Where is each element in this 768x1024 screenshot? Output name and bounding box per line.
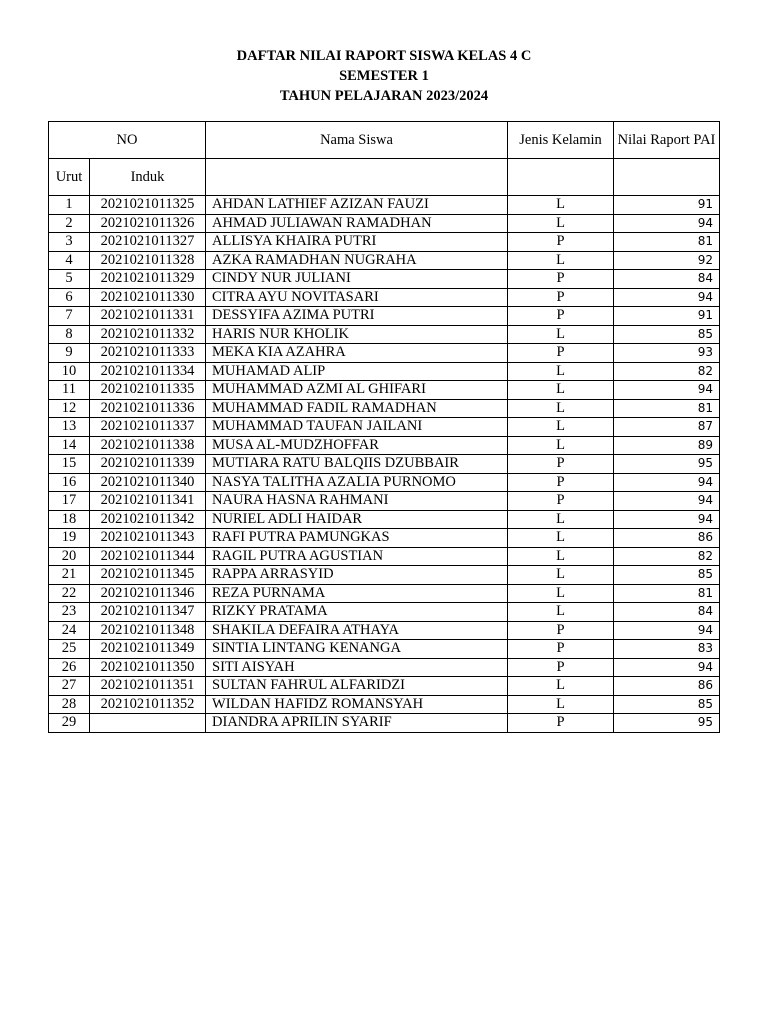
table-row [49,214,720,233]
cell-name: CITRA AYU NOVITASARI [206,288,508,307]
subheader-row [49,159,720,196]
cell-induk: 2021021011331 [90,307,206,326]
cell-no: 29 [49,714,90,733]
cell-no: 7 [49,307,90,326]
title-line-1: DAFTAR NILAI RAPORT SISWA KELAS 4 C [236,48,532,64]
cell-score: 81 [614,584,720,603]
cell-name: SINTIA LINTANG KENANGA [206,640,508,659]
cell-name: SITI AISYAH [206,658,508,677]
table-row [49,621,720,640]
cell-name: DIANDRA APRILIN SYARIF [206,714,508,733]
cell-score: 94 [614,510,720,529]
cell-gender: P [508,344,614,363]
cell-score: 86 [614,529,720,548]
table-row [49,436,720,455]
cell-no: 22 [49,584,90,603]
cell-induk: 2021021011345 [90,566,206,585]
table-row [49,695,720,714]
cell-score: 81 [614,233,720,252]
cell-name: RAFI PUTRA PAMUNGKAS [206,529,508,548]
cell-name: RAGIL PUTRA AGUSTIAN [206,547,508,566]
subheader-empty [614,159,720,196]
cell-induk: 2021021011333 [90,344,206,363]
cell-induk: 2021021011326 [90,214,206,233]
cell-score: 87 [614,418,720,437]
table-row [49,529,720,548]
table-row [49,658,720,677]
cell-name: MUHAMMAD FADIL RAMADHAN [206,399,508,418]
cell-no: 16 [49,473,90,492]
cell-no: 5 [49,270,90,289]
document-title [0,46,768,106]
cell-score: 85 [614,566,720,585]
cell-induk: 2021021011351 [90,677,206,696]
cell-score: 89 [614,436,720,455]
table-row [49,344,720,363]
cell-no: 14 [49,436,90,455]
cell-induk: 2021021011339 [90,455,206,474]
cell-score: 93 [614,344,720,363]
cell-no: 21 [49,566,90,585]
cell-gender: P [508,307,614,326]
cell-score: 91 [614,196,720,215]
cell-gender: P [508,473,614,492]
cell-gender: P [508,640,614,659]
cell-induk: 2021021011341 [90,492,206,511]
cell-gender: L [508,547,614,566]
cell-name: DESSYIFA AZIMA PUTRI [206,307,508,326]
cell-score: 94 [614,492,720,511]
cell-name: SULTAN FAHRUL ALFARIDZI [206,677,508,696]
table-row [49,307,720,326]
cell-score: 86 [614,677,720,696]
table-row [49,418,720,437]
cell-gender: P [508,714,614,733]
cell-induk: 2021021011327 [90,233,206,252]
cell-no: 3 [49,233,90,252]
cell-gender: L [508,677,614,696]
cell-name: SHAKILA DEFAIRA ATHAYA [206,621,508,640]
cell-induk: 2021021011337 [90,418,206,437]
cell-induk: 2021021011328 [90,251,206,270]
table-row [49,325,720,344]
cell-no: 10 [49,362,90,381]
cell-induk: 2021021011349 [90,640,206,659]
cell-no: 13 [49,418,90,437]
cell-induk: 2021021011346 [90,584,206,603]
cell-name: MEKA KIA AZAHRA [206,344,508,363]
cell-induk: 2021021011344 [90,547,206,566]
cell-score: 94 [614,214,720,233]
cell-score: 83 [614,640,720,659]
cell-gender: L [508,418,614,437]
cell-name: NAURA HASNA RAHMANI [206,492,508,511]
cell-no: 2 [49,214,90,233]
table-row [49,288,720,307]
cell-induk: 2021021011348 [90,621,206,640]
cell-score: 82 [614,362,720,381]
cell-name: REZA PURNAMA [206,584,508,603]
subheader-empty [206,159,508,196]
cell-gender: L [508,695,614,714]
table-row [49,196,720,215]
table-row [49,640,720,659]
header-score: Nilai Raport PAI [614,122,720,159]
table-row [49,677,720,696]
cell-name: MUHAMMAD TAUFAN JAILANI [206,418,508,437]
cell-gender: P [508,233,614,252]
cell-no: 8 [49,325,90,344]
table-row [49,566,720,585]
cell-name: MUHAMMAD AZMI AL GHIFARI [206,381,508,400]
cell-name: AHDAN LATHIEF AZIZAN FAUZI [206,196,508,215]
cell-no: 20 [49,547,90,566]
cell-induk: 2021021011338 [90,436,206,455]
cell-induk: 2021021011343 [90,529,206,548]
cell-gender: P [508,621,614,640]
cell-no: 11 [49,381,90,400]
cell-induk: 2021021011330 [90,288,206,307]
cell-score: 82 [614,547,720,566]
cell-gender: P [508,455,614,474]
cell-induk: 2021021011340 [90,473,206,492]
cell-induk: 2021021011332 [90,325,206,344]
cell-no: 1 [49,196,90,215]
cell-gender: L [508,399,614,418]
cell-score: 94 [614,473,720,492]
table-row [49,584,720,603]
cell-gender: L [508,381,614,400]
cell-induk: 2021021011336 [90,399,206,418]
cell-name: ALLISYA KHAIRA PUTRI [206,233,508,252]
cell-gender: L [508,584,614,603]
cell-score: 94 [614,288,720,307]
cell-gender: L [508,510,614,529]
header-gender: Jenis Kelamin [508,122,614,159]
cell-gender: L [508,436,614,455]
cell-no: 15 [49,455,90,474]
cell-gender: P [508,288,614,307]
table-row [49,473,720,492]
table-row [49,233,720,252]
cell-score: 85 [614,695,720,714]
cell-no: 12 [49,399,90,418]
title-line-3: TAHUN PELAJARAN 2023/2024 [279,88,489,104]
cell-induk: 2021021011347 [90,603,206,622]
table-row [49,492,720,511]
cell-gender: L [508,214,614,233]
cell-no: 24 [49,621,90,640]
cell-score: 91 [614,307,720,326]
cell-name: MUSA AL-MUDZHOFFAR [206,436,508,455]
cell-gender: L [508,362,614,381]
cell-induk: 2021021011352 [90,695,206,714]
cell-no: 6 [49,288,90,307]
header-induk: Induk [90,159,206,196]
cell-name: AZKA RAMADHAN NUGRAHA [206,251,508,270]
table-row [49,714,720,733]
table-row [49,510,720,529]
cell-no: 28 [49,695,90,714]
cell-score: 84 [614,603,720,622]
cell-no: 26 [49,658,90,677]
cell-name: RAPPA ARRASYID [206,566,508,585]
cell-score: 95 [614,455,720,474]
cell-score: 94 [614,658,720,677]
cell-no: 18 [49,510,90,529]
cell-gender: P [508,658,614,677]
cell-name: WILDAN HAFIDZ ROMANSYAH [206,695,508,714]
header-row [49,122,720,159]
cell-induk: 2021021011325 [90,196,206,215]
header-name: Nama Siswa [206,122,508,159]
cell-gender: L [508,196,614,215]
cell-gender: L [508,529,614,548]
cell-induk: 2021021011342 [90,510,206,529]
table-row [49,362,720,381]
cell-induk: 2021021011335 [90,381,206,400]
table-row [49,270,720,289]
cell-no: 17 [49,492,90,511]
cell-gender: P [508,270,614,289]
cell-gender: L [508,251,614,270]
cell-name: RIZKY PRATAMA [206,603,508,622]
cell-score: 81 [614,399,720,418]
table-row [49,547,720,566]
cell-name: NASYA TALITHA AZALIA PURNOMO [206,473,508,492]
cell-name: NURIEL ADLI HAIDAR [206,510,508,529]
cell-induk [90,714,206,733]
cell-induk: 2021021011329 [90,270,206,289]
table-row [49,399,720,418]
grades-table [48,121,720,733]
cell-name: MUTIARA RATU BALQIIS DZUBBAIR [206,455,508,474]
table-row [49,381,720,400]
cell-no: 25 [49,640,90,659]
cell-gender: L [508,566,614,585]
cell-name: HARIS NUR KHOLIK [206,325,508,344]
cell-score: 94 [614,381,720,400]
cell-induk: 2021021011334 [90,362,206,381]
header-urut: Urut [49,159,90,196]
cell-no: 23 [49,603,90,622]
cell-name: AHMAD JULIAWAN RAMADHAN [206,214,508,233]
cell-score: 94 [614,621,720,640]
cell-gender: L [508,325,614,344]
table-row [49,603,720,622]
cell-score: 92 [614,251,720,270]
table-row [49,455,720,474]
cell-induk: 2021021011350 [90,658,206,677]
header-no: NO [49,122,206,159]
cell-no: 27 [49,677,90,696]
subheader-empty [508,159,614,196]
cell-no: 19 [49,529,90,548]
cell-name: MUHAMAD ALIP [206,362,508,381]
title-line-2: SEMESTER 1 [339,68,429,84]
cell-no: 9 [49,344,90,363]
cell-no: 4 [49,251,90,270]
table-row [49,251,720,270]
cell-score: 85 [614,325,720,344]
cell-gender: L [508,603,614,622]
cell-score: 84 [614,270,720,289]
cell-score: 95 [614,714,720,733]
cell-gender: P [508,492,614,511]
cell-name: CINDY NUR JULIANI [206,270,508,289]
